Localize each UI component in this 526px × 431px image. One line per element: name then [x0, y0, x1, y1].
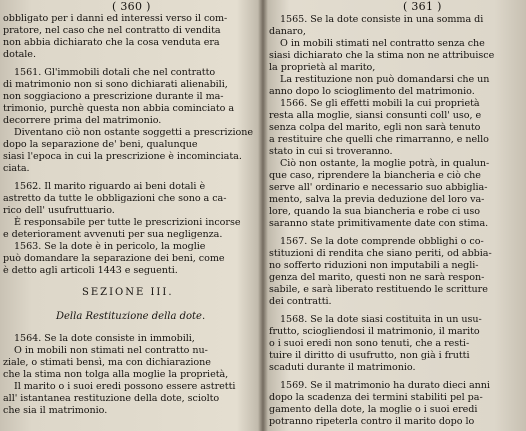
- article-1567: 1567. Se la dote comprende obblighi o co-: [280, 236, 484, 247]
- text-line: dei contratti.: [269, 296, 332, 307]
- text-line: stato in cui si troveranno.: [269, 146, 393, 157]
- text-line: Diventano ciò non ostante soggetti a prescrizione: [14, 127, 254, 138]
- text-line: trimonio, purchè questa non abbia cominciato a: [3, 103, 235, 114]
- text-line: potranno ripeterla contro il marito dopo lo: [269, 416, 475, 427]
- text-line: ziale, o stimati bensì, ma con dichiarazione: [3, 357, 211, 368]
- text-line: mento, salva la previa deduzione del loro va-: [269, 194, 485, 205]
- text-line: gamento della dote, la moglie o i suoi eredi: [269, 404, 478, 415]
- text-line: la proprietà al marito,: [269, 62, 376, 73]
- text-line: È responsabile per tutte le prescrizioni incorse: [14, 217, 241, 228]
- right-page-number: ( 361 ): [403, 0, 442, 13]
- text-line: La restituzione non può domandarsi che un: [280, 74, 490, 85]
- text-line: Ciò non ostante, la moglie potrà, in qualun-: [280, 158, 490, 169]
- text-line: resta alla moglie, siansi consunti coll' uso, e: [269, 110, 482, 121]
- text-line: dopo la scadenza dei termini stabiliti pel pa-: [269, 392, 483, 403]
- text-line: saranno state primitivamente date con stima.: [269, 218, 489, 229]
- text-line: serve all' ordinario e necessario suo abbiglia-: [269, 182, 488, 193]
- text-line: e deteriorament avvenuti per sua negligenza.: [3, 229, 223, 240]
- text-line: stituzioni di rendita che siano periti, od abbia-: [269, 248, 492, 259]
- article-1564: 1564. Se la dote consiste in immobili,: [14, 333, 195, 344]
- text-line: sabile, e sarà liberato restituendo le scritture: [269, 284, 488, 295]
- text-line: que caso, riprendere la biancheria e ciò che: [269, 170, 481, 181]
- text-line: dopo la separazione de' beni, qualunque: [3, 139, 198, 150]
- article-1569: 1569. Se il matrimonio ha durato dieci anni: [280, 380, 490, 391]
- text-line: dotale.: [3, 49, 36, 60]
- text-line: obbligato per i danni ed interessi verso il com-: [3, 13, 228, 24]
- text-line: frutto, sciogliendosi il matrimonio, il marito: [269, 326, 480, 337]
- text-line: genza del marito, questi non ne sarà respon-: [269, 272, 485, 283]
- article-1563: 1563. Se la dote è in pericolo, la moglie: [14, 241, 206, 252]
- text-line: o i suoi eredi non sono tenuti, che a resti-: [269, 338, 470, 349]
- text-line: siasi dichiarato che la stima non ne attribuisce: [269, 50, 495, 61]
- text-line: Il marito o i suoi eredi possono essere astretti: [14, 381, 236, 392]
- text-line: è detto agli articoli 1443 e seguenti.: [3, 265, 178, 276]
- article-1568: 1568. Se la dote siasi costituita in un usu-: [280, 314, 482, 325]
- text-line: senza colpa del marito, egli non sarà tenuto: [269, 122, 481, 133]
- text-line: rico dell' usufruttuario.: [3, 205, 115, 216]
- text-line: che la stima non tolga alla moglie la proprietà,: [3, 369, 229, 380]
- article-1562: 1562. Il marito riguardo ai beni dotali è: [14, 181, 206, 192]
- article-1565: 1565. Se la dote consiste in una somma di: [280, 14, 484, 25]
- text-line: di matrimonio non si sono dichiarati alienabili,: [3, 79, 228, 90]
- text-line: non soggiaciono a prescrizione durante il ma-: [3, 91, 224, 102]
- text-line: scaduti durante il matrimonio.: [269, 362, 416, 373]
- article-1566: 1566. Se gli effetti mobili la cui proprietà: [280, 98, 480, 109]
- text-line: anno dopo lo scioglimento del matrimonio.: [269, 86, 475, 97]
- text-line: danaro,: [269, 26, 306, 37]
- text-line: lore, quando la sua biancheria e robe ci uso: [269, 206, 480, 217]
- text-line: O in mobili non stimati nel contratto nu-: [14, 345, 208, 356]
- text-line: astretto da tutte le obbligazioni che sono a ca-: [3, 193, 227, 204]
- text-line: non abbia dichiarato che la cosa venduta era: [3, 37, 220, 48]
- text-line: all' istantanea restituzione della dote, sciolto: [3, 393, 220, 404]
- text-line: decorrere prima del matrimonio.: [3, 115, 162, 126]
- text-line: può domandare la separazione dei beni, come: [3, 253, 225, 264]
- text-line: a restituire che quelli che rimarranno, e nello: [269, 134, 489, 145]
- section-heading: SEZIONE III.: [82, 287, 174, 298]
- right-page: [263, 0, 526, 431]
- text-line: O in mobili stimati nel contratto senza che: [280, 38, 485, 49]
- left-page: [0, 0, 262, 431]
- text-line: no sofferto riduzioni non imputabili a negli-: [269, 260, 479, 271]
- article-1561: 1561. Gl'immobili dotali che nel contratto: [14, 67, 216, 78]
- text-line: tuire il diritto di usufrutto, non già i frutti: [269, 350, 470, 361]
- section-subtitle: Della Restituzione della dote.: [56, 311, 206, 322]
- text-line: siasi l'epoca in cui la prescrizione è incominciata.: [3, 151, 242, 162]
- text-line: pratore, nel caso che nel contratto di vendita: [3, 25, 221, 36]
- left-page-number: ( 360 ): [112, 0, 151, 13]
- text-line: ciata.: [3, 163, 30, 174]
- text-line: che sia il matrimonio.: [3, 405, 108, 416]
